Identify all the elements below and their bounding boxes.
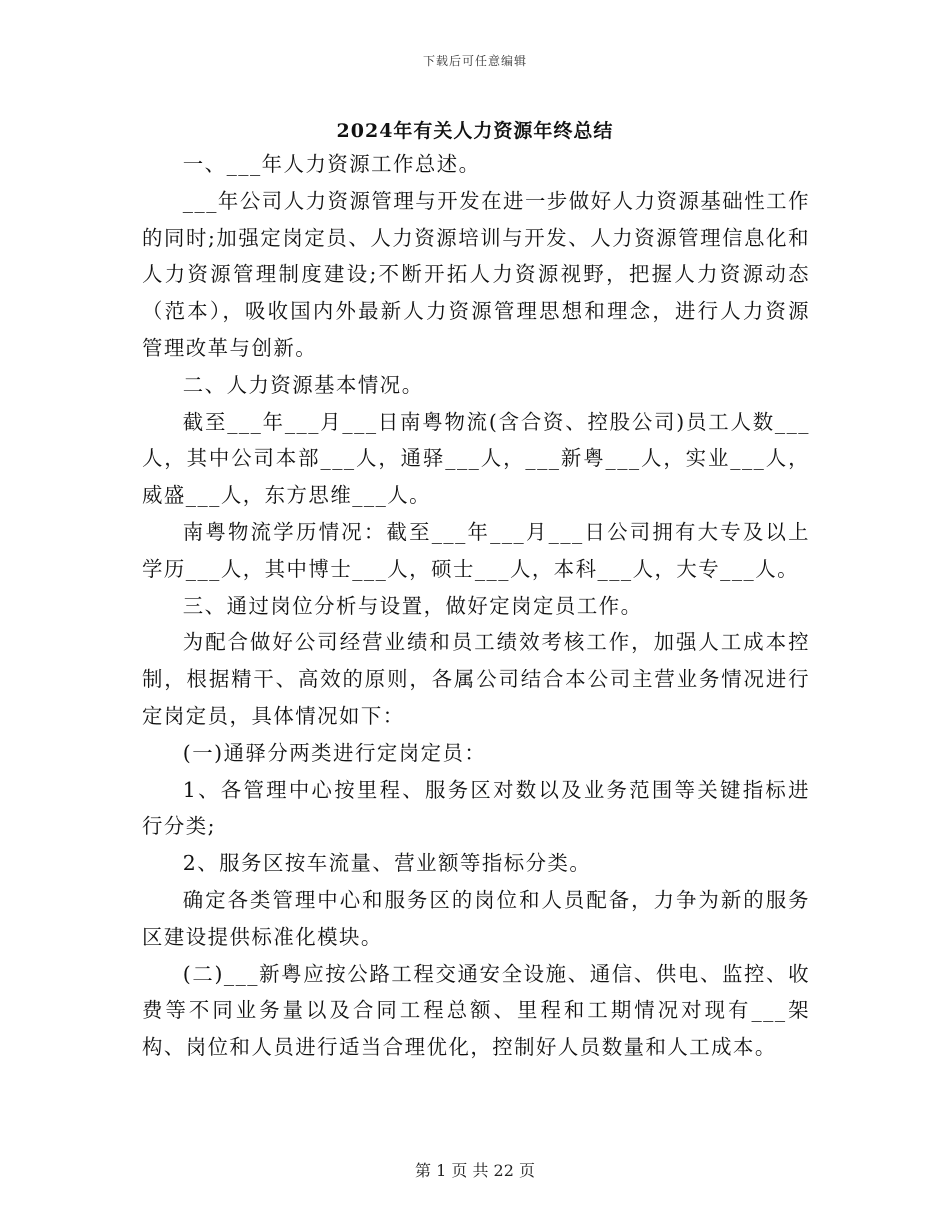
page-header: 下载后可任意编辑 (422, 54, 527, 68)
page-footer: 第 1 页 共 22 页 (415, 1161, 535, 1180)
body-paragraph: 为配合做好公司经营业绩和员工绩效考核工作，加强人工成本控制，根据精干、高效的原则，各属公司结合本公司主营业务情况进行定岗定员，具体情况如下： (142, 630, 810, 728)
body-paragraph: (二)___新粤应按公路工程交通安全设施、通信、供电、监控、收费等不同业务量以及合同工程总额、里程和工期情况对现有___架构、岗位和人员进行适当合理优化，控制好人员数量和人工成本。 (142, 961, 810, 1060)
subsection-heading-1: (一)通驿分两类进行定岗定员： (182, 740, 487, 765)
list-item: 2、服务区按车流量、营业额等指标分类。 (182, 851, 592, 876)
body-paragraph: 确定各类管理中心和服务区的岗位和人员配备，力争为新的服务区建设提供标准化模块。 (142, 887, 810, 949)
section-heading-1: 一、___年人力资源工作总述。 (182, 152, 481, 176)
document-title: 2024年有关人力资源年终总结 (336, 120, 614, 142)
body-paragraph: 南粤物流学历情况：截至___年___月___日公司拥有大专及以上学历___人，其中博士___人，硕士___人，本科___人，大专___人。 (142, 519, 810, 581)
body-paragraph: ___年公司人力资源管理与开发在进一步做好人力资源基础性工作的同时;加强定岗定员、人力资源培训与开发、人力资源管理信息化和人力资源管理制度建设;不断开拓人力资源视野，把握人力资源动态（范本），吸收国内外最新人力资源管理思想和理念，进行人力资源管理改革与创新。 (142, 188, 810, 360)
section-heading-2: 二、人力资源基本情况。 (182, 372, 424, 397)
list-item: 1、各管理中心按里程、服务区对数以及业务范围等关键指标进行分类; (142, 777, 810, 839)
document-body (142, 146, 810, 1066)
body-paragraph: 截至___年___月___日南粤物流(含合资、控股公司)员工人数___人，其中公司本部___人，通驿___人，___新粤___人，实业___人，威盛___人，东方思维___人。 (142, 409, 810, 508)
section-heading-3: 三、通过岗位分析与设置，做好定岗定员工作。 (182, 593, 643, 618)
